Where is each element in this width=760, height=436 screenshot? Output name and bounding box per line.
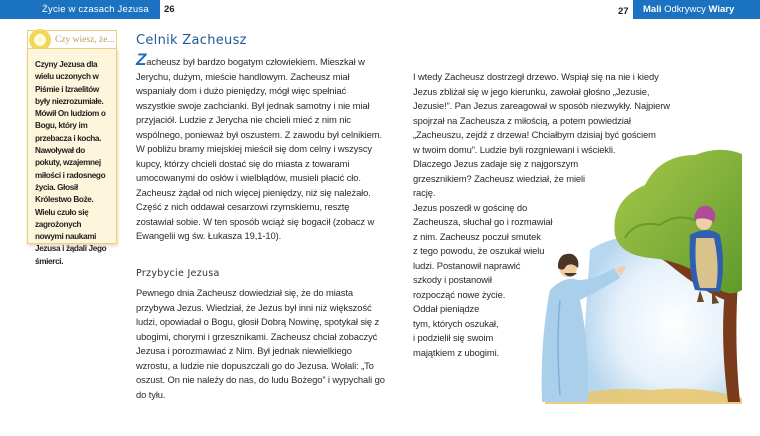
did-you-know-box: [27, 48, 117, 266]
text-line: Jezus poszedł w gościnę do: [413, 201, 528, 213]
text-line: rację.: [413, 187, 436, 198]
article-paragraph-2: Pewnego dnia Zacheusz dowiedział się, że do miasta przybywa Jezus. Wiedział, że Jezus był inni niż większość ludzi, opowiadał o Bogu, głosił Dobrą Nowinę, spotykał się z ubogimi, chorymi i grzesznikami. Zacheusz chciał zobaczyć Jezusa i porozmawiać z Nim. Był jednak niewielkiego wzrostu, a ludzie nie dopuszczali go do Jezusa. Wołali: „To oszust. On nie należy do nas, do ludu Bożego” i wypychali go do tyłu.: [136, 287, 385, 400]
infobox-paragraph: Czyny Jezusa dla wielu uczonych w Piśmie i Izraelitów były niezrozumiałe.: [35, 60, 104, 106]
series-title: [643, 0, 734, 20]
series-header-bar: [633, 0, 760, 19]
text-line: grzesznikiem? Zacheusz wiedział, że mieli: [413, 172, 586, 184]
zacchaeus-tree-illustration: [520, 140, 760, 406]
text-line: „Zacheuszu, zejdź z drzewa! Chciałbym dzisiaj być gościem: [413, 129, 656, 140]
text-line: Dlaczego Jezus zadaje się z najgorszym: [413, 158, 579, 169]
infobox-title: Czy wiesz, że...: [55, 35, 115, 45]
text-line: Jezus zbliżał się w jego kierunku, zawołał głośno „Jezusie,: [413, 85, 650, 97]
text-line: w twoim domu”. Ludzie byli rozgniewani i wściekli.: [413, 143, 616, 155]
paragraph-text: acheusz był bardzo bogatym człowiekiem. Mieszkał w Jerychu, dużym, mieście handlowym. Zacheusz miał wspaniały dom i dużo pieniędzy, mógł więc spełniać wszystkie swoje zachcianki. Był jednak samotny i nie miał przyjaciół. Ludzie z Jerycha nie chcieli mieć z nim nic wspólnego, ponieważ był oszustem. Z zawodu był celnikiem. W pobliżu bramy miejskiej mieścił się dom celny i wszyscy kupcy, którzy chcieli dostać się do miasta z towarami umocowanymi do osłów i wielbłądów, musieli płacić cło. Zacheusz żądał od nich więcej pieniędzy, niż się należało. Część z nich oddawał cesarzowi rzymskiemu, resztę zostawiał sobie. W ten sposób wciąż się bogacił (zobacz w Ewangelii wg św. Łukasza 19,1-10).: [136, 56, 382, 241]
text-line: tym, których oszukał,: [413, 317, 499, 329]
article-title: Celnik Zacheusz: [136, 33, 247, 48]
article-column-left-2: [136, 286, 386, 402]
text-line: ludzi. Postanowił naprawić: [413, 259, 521, 271]
article-subtitle: Przybycie Jezusa: [136, 268, 220, 279]
text-line: z tego powodu, że oszukał wielu: [413, 245, 545, 256]
text-line: Jezusie!”. Pan Jezus zareagował w sposób niezwykły. Najpierw: [413, 100, 670, 111]
series-title-part2: Odkrywcy: [661, 4, 709, 15]
text-line: Oddał pieniądze: [413, 303, 480, 314]
section-title: Życie w czasach Jezusa: [42, 4, 149, 15]
text-line: z nim. Zacheusz poczuł smutek: [413, 230, 541, 242]
series-title-part3: Wiary: [708, 4, 735, 15]
drop-cap: Z: [136, 50, 147, 69]
article-paragraph-1: [136, 50, 386, 244]
page-number-left: 26: [164, 4, 175, 15]
section-header-bar: [0, 0, 160, 19]
text-line: majątkiem z ubogimi.: [413, 346, 500, 358]
series-title-part1: Mali: [643, 4, 662, 15]
text-line: rozpocząć nowe życie.: [413, 288, 506, 300]
text-line: Zacheusza, słuchał go i rozmawiał: [413, 216, 553, 227]
text-line: spojrzał na Zacheusza z miłością, a potem powiedział: [413, 114, 631, 126]
infobox-paragraph: Mówił On ludziom o Bogu, który im przebacza i kocha. Nawoływał do pokuty, wzajemnej miłości i radosnego życia. Głosił Królestwo Boże. Wielu czuło się zagrożonych nowymi naukami Jezusa i żądali Jego śmierci.: [35, 109, 107, 266]
page-number-right: 27: [618, 6, 629, 17]
text-line: szkody i postanowił: [413, 274, 492, 285]
article-column-left: [136, 50, 386, 244]
text-line: I wtedy Zacheusz dostrzegł drzewo. Wspiął się na nie i kiedy: [413, 71, 659, 82]
text-line: i podzielił się swoim: [413, 332, 494, 343]
